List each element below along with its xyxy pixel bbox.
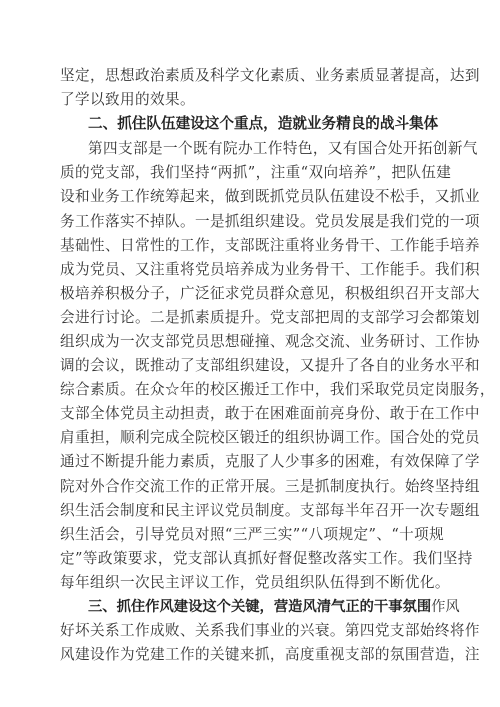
body-text-line: 定”等政策要求，党支部认真抓好督促整改落实工作。我们坚持 — [60, 550, 473, 567]
section-heading-2: 二、抓住队伍建设这个重点，造就业务精良的战斗集体 — [88, 115, 439, 132]
section-heading-3: 三、抓住作风建设这个关键，营造风清气正的干事氛围 — [88, 599, 432, 615]
body-text-line: 成为党员、又注重将党员培养成为业务骨干、工作能手。我们积 — [60, 261, 480, 278]
body-text-line: 会进行讨论。二是抓素质提升。党支部把周的支部学习会都策划 — [60, 309, 480, 326]
body-text-line: 组织成为一次支部党员思想碰撞、观念交流、业务研讨、工作协 — [60, 333, 480, 350]
body-text-line: 风建设作为党建工作的关键来抓，高度重视支部的氛围营造，注 — [60, 646, 480, 663]
body-text-line: 质的党支部，我们坚持“两抓”，注重“双向培养”，把队伍建 — [60, 164, 452, 181]
body-text-line: 通过不断提升能力素质，克服了人少事多的困难，有效保障了学 — [60, 453, 480, 470]
paragraph-first-line: 第四支部是一个既有院办工作特色，又有国合处开拓创新气 — [88, 140, 478, 157]
body-text-line: 基础性、日常性的工作，支部既注重将业务骨干、工作能手培养 — [60, 237, 480, 254]
body-text-run: 作风 — [431, 599, 460, 615]
body-text-line: 织生活会，引导党员对照“三严三实”“八项规定”、“十项规 — [60, 526, 445, 543]
body-text-line: 织生活会制度和民主评议党员制度。支部每半年召开一次专题组 — [60, 502, 480, 519]
body-text-line: 坚定，思想政治素质及科学文化素质、业务素质显著提高，达到 — [60, 67, 480, 84]
body-text-line: 务工作落实不掉队。一是抓组织建设。党员发展是我们党的一项 — [60, 213, 480, 230]
body-text-line: 设和业务工作统筹起来，做到既抓党员队伍建设不松手，又抓业 — [60, 188, 480, 205]
body-text-line: 肩重担，顺利完成全院校区锻迁的组织协调工作。国合处的党员 — [60, 429, 480, 446]
section-heading-3-line — [88, 597, 460, 617]
body-text-line: 院对外合作交流工作的正常开展。三是抓制度执行。始终坚持组 — [60, 478, 480, 495]
body-text-line: 了学以致用的效果。 — [60, 91, 195, 108]
body-text-line: 极培养积极分子，广泛征求党员群众意见，积极组织召开支部大 — [60, 285, 480, 302]
body-text-line: 好坏关系工作成败、关系我们事业的兴衰。第四党支部始终将作 — [60, 622, 480, 639]
body-text-line: 调的会议，既推动了支部组织建设，又提升了各自的业务水平和 — [60, 357, 480, 374]
body-text-line: 每年组织一次民主评议工作，党员组织队伍得到不断优化。 — [60, 574, 450, 591]
body-text-line: 支部全体党员主动担责，敢于在困难面前亮身份、敢于在工作中 — [60, 405, 480, 422]
body-text-line: 综合素质。在众☆年的校区搬迁工作中，我们采取党员定岗服务， — [60, 381, 495, 398]
